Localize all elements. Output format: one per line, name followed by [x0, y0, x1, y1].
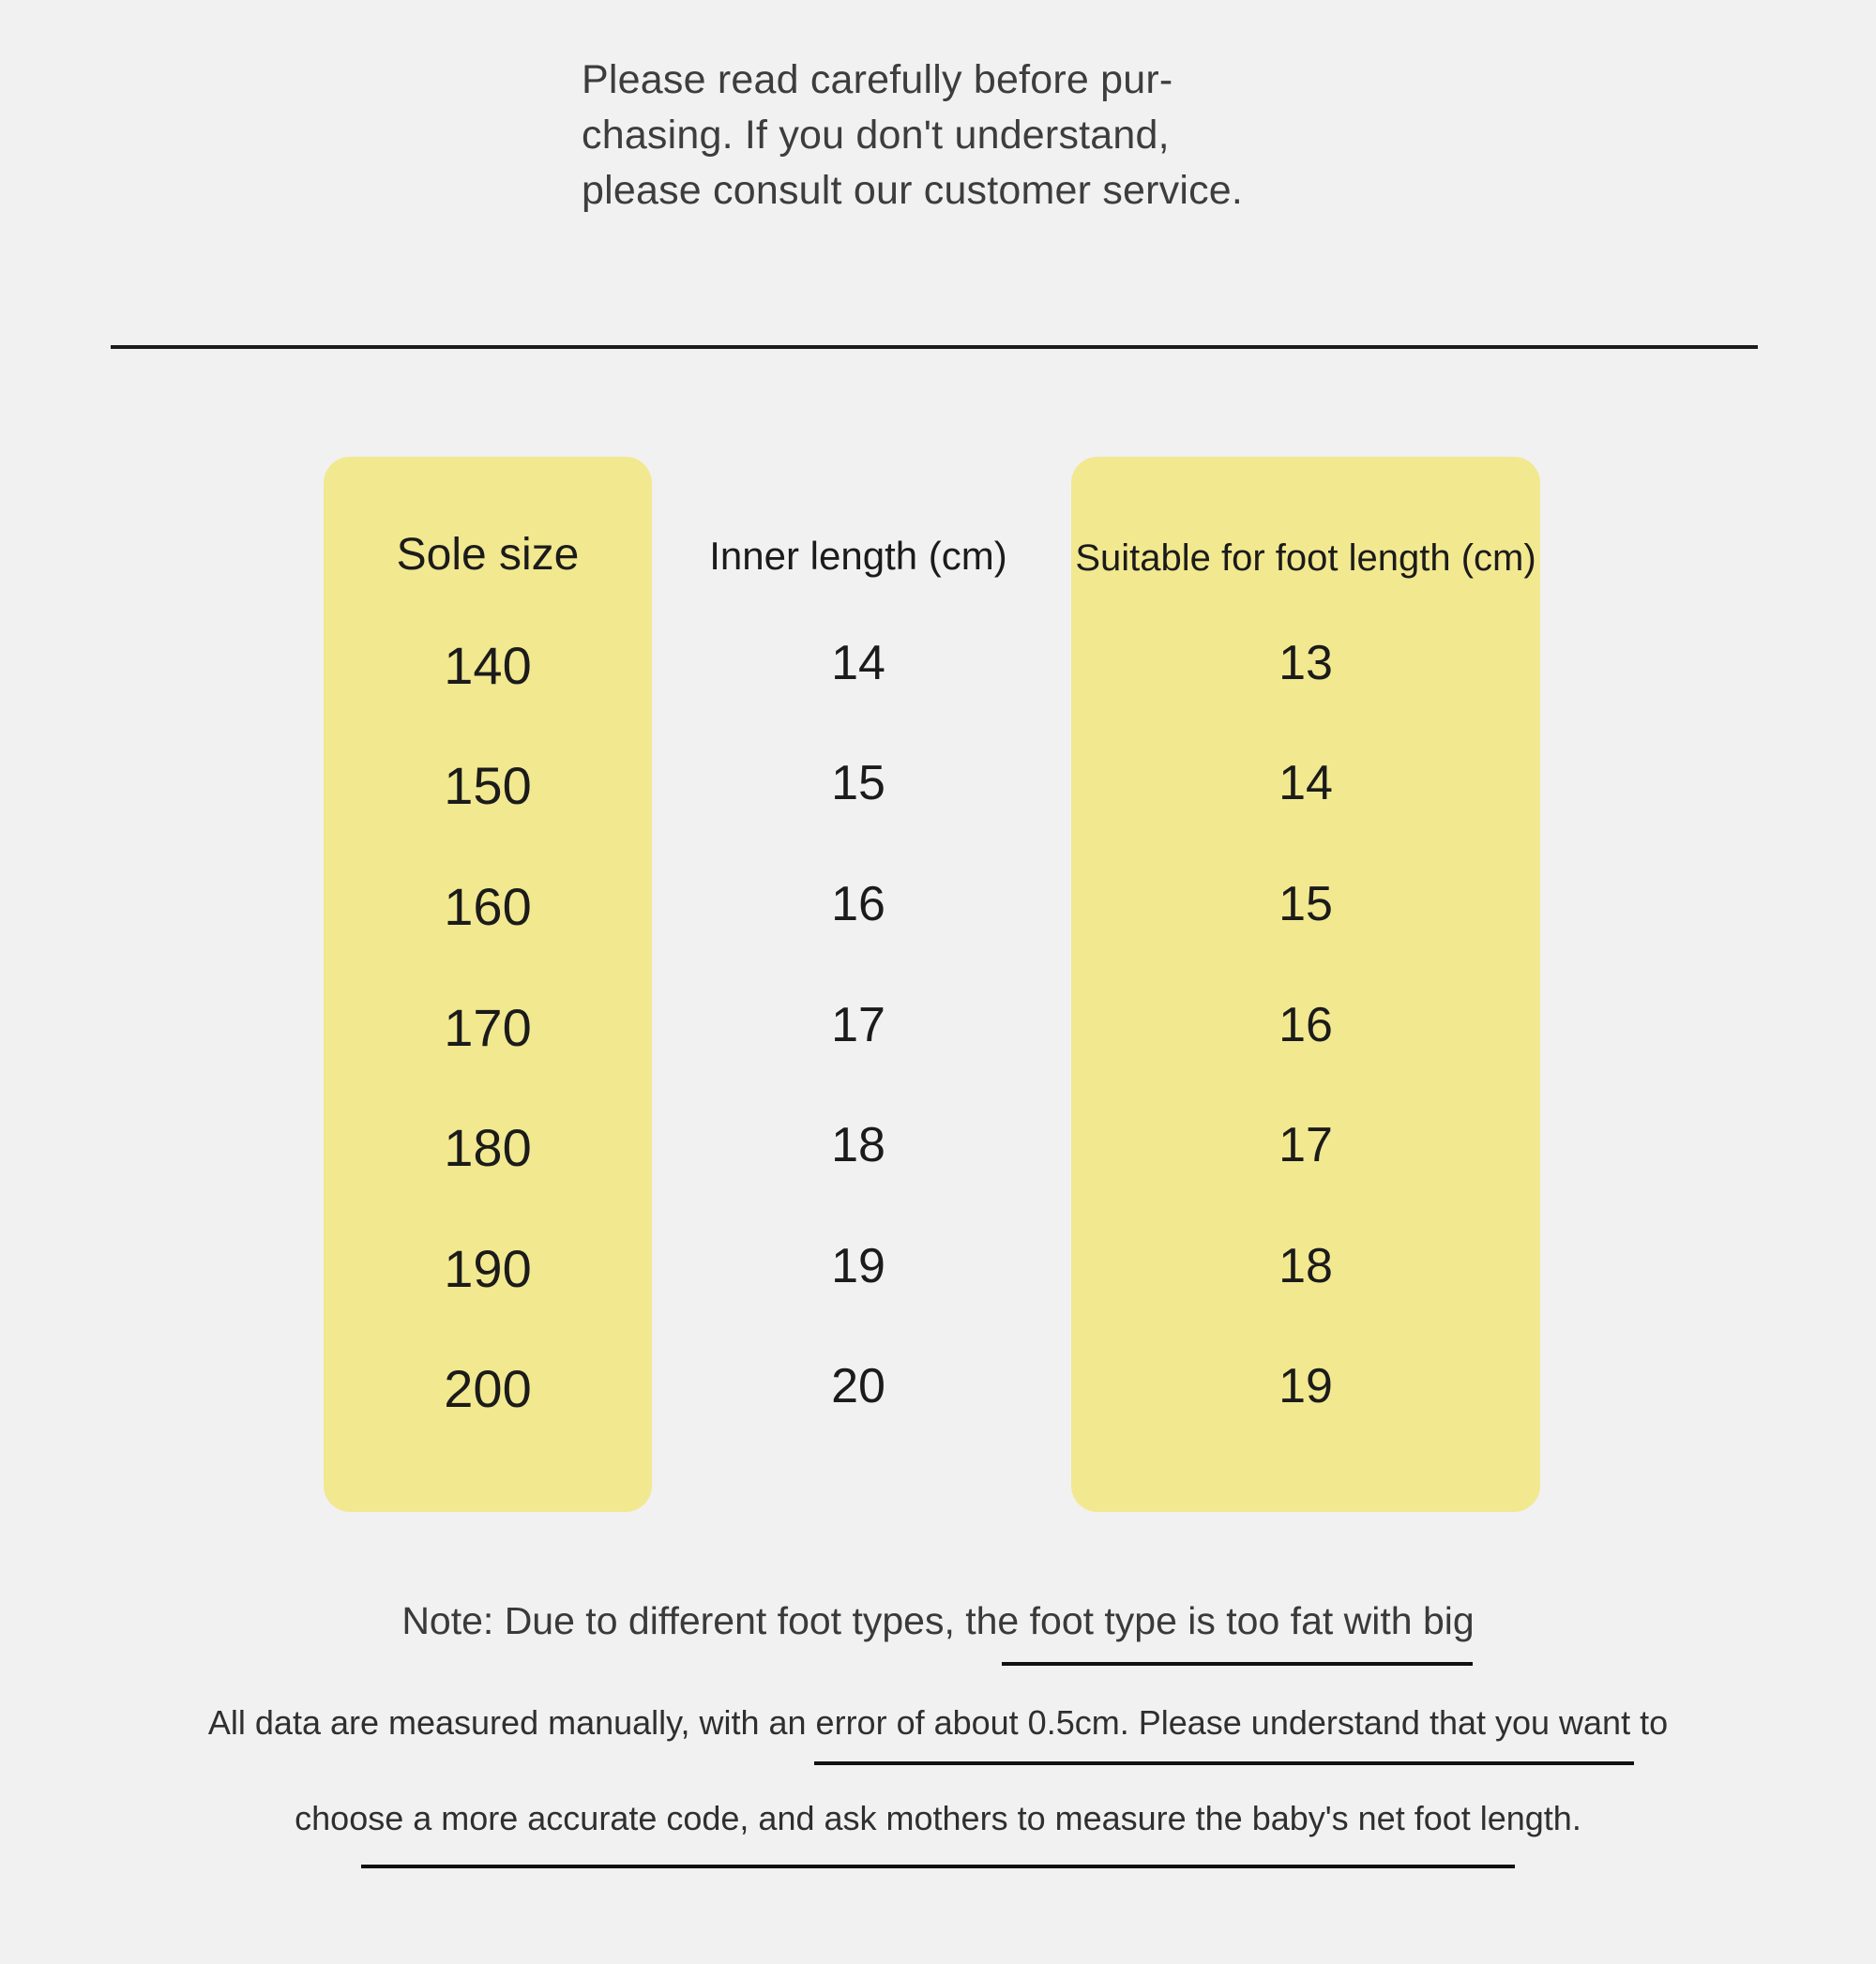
- cell-inner-length: 16: [831, 877, 885, 931]
- purchase-notice: [582, 53, 1426, 219]
- cell-inner-length: 20: [831, 1359, 885, 1413]
- purchase-notice-line-1: Please read carefully before pur-: [582, 57, 1173, 102]
- cell-sole-size: 200: [444, 1359, 532, 1418]
- column-header-sole-size: Sole size: [396, 530, 580, 580]
- column-header-foot-length: Suitable for foot length (cm): [1075, 537, 1536, 579]
- cell-foot-length: 14: [1278, 756, 1333, 810]
- cell-sole-size: 180: [444, 1118, 532, 1177]
- column-header-inner-length: Inner length (cm): [709, 534, 1007, 578]
- purchase-notice-line-2: chasing. If you don't understand,: [582, 113, 1170, 158]
- purchase-notice-line-3: please consult our customer service.: [582, 168, 1244, 213]
- divider: [111, 345, 1758, 349]
- cell-sole-size: 170: [444, 998, 532, 1057]
- footer-note-2: All data are measured manually, with an error of about 0.5cm. Please understand that you want to: [207, 1703, 1669, 1742]
- cell-inner-length: 14: [831, 636, 885, 690]
- cell-foot-length: 15: [1278, 877, 1333, 931]
- cell-foot-length: 17: [1278, 1118, 1333, 1172]
- column-sole-size: [324, 457, 652, 1512]
- cell-foot-length: 16: [1278, 998, 1333, 1052]
- cell-sole-size: 150: [444, 756, 532, 815]
- footer-note-1-underline: [1002, 1662, 1473, 1666]
- cell-sole-size: 190: [444, 1239, 532, 1298]
- column-inner-length: [657, 457, 1060, 1512]
- footer-note-3: choose a more accurate code, and ask mothers to measure the baby's net foot length.: [295, 1799, 1581, 1837]
- cell-sole-size: 140: [444, 636, 532, 695]
- footer-note-3-underline: [361, 1865, 1515, 1868]
- cell-inner-length: 19: [831, 1239, 885, 1293]
- cell-inner-length: 18: [831, 1118, 885, 1172]
- column-foot-length: [1071, 457, 1540, 1512]
- cell-inner-length: 15: [831, 756, 885, 810]
- cell-sole-size: 160: [444, 877, 532, 936]
- footer-note-1: Note: Due to different foot types, the foot type is too fat with big: [401, 1599, 1475, 1642]
- cell-inner-length: 17: [831, 998, 885, 1052]
- cell-foot-length: 18: [1278, 1239, 1333, 1293]
- cell-foot-length: 13: [1278, 636, 1333, 690]
- cell-foot-length: 19: [1278, 1359, 1333, 1413]
- size-table: [0, 457, 1876, 1512]
- footer-note-2-underline: [814, 1761, 1634, 1765]
